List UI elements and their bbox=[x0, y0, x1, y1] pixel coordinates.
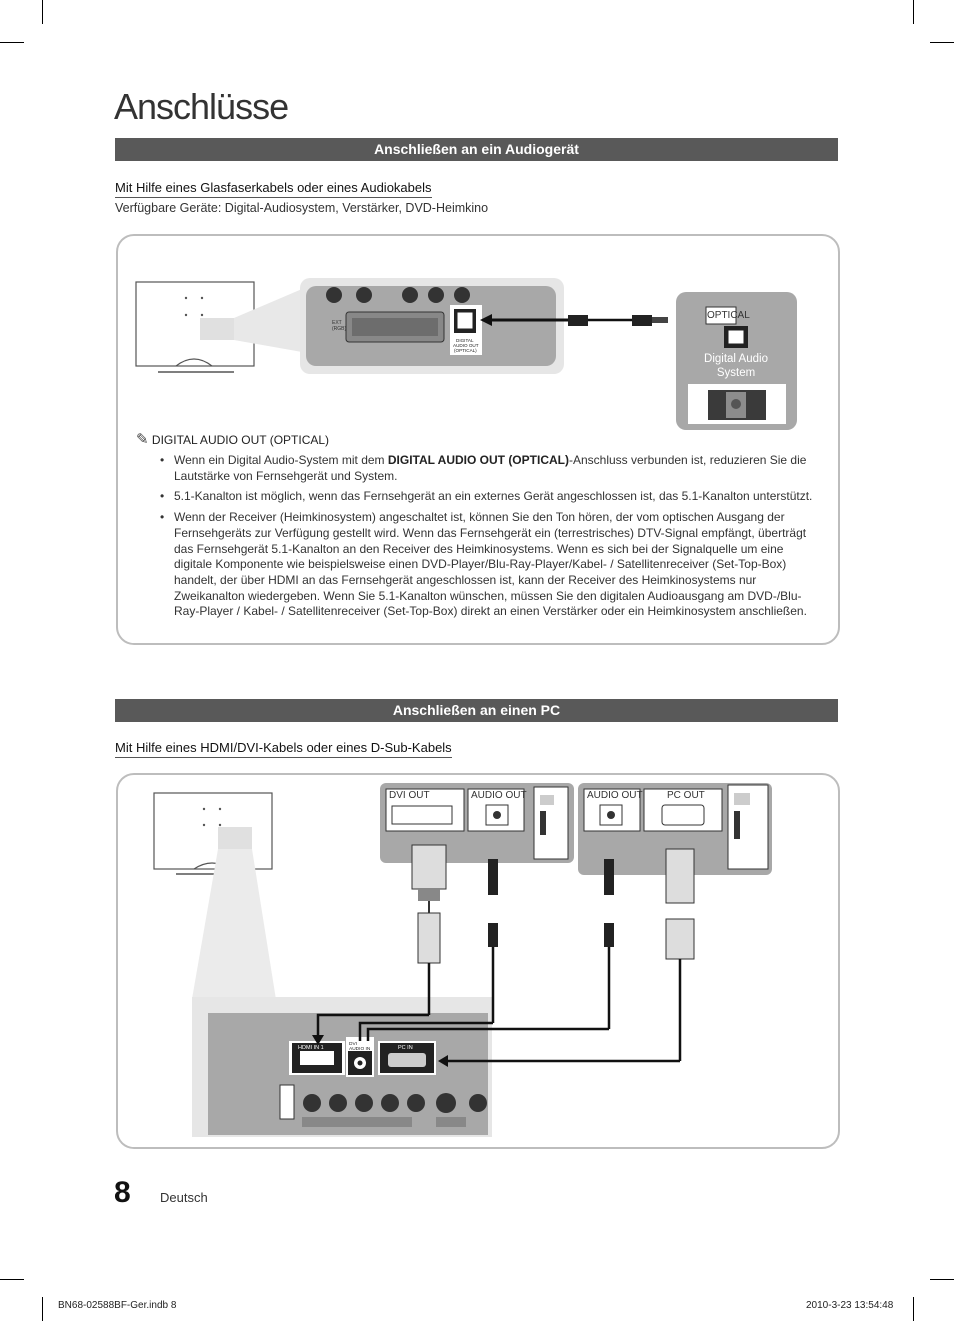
pc2-port2-label: PC OUT bbox=[667, 790, 705, 801]
digital-audio-system bbox=[676, 292, 797, 430]
optical-port-label: OPTICAL bbox=[707, 310, 750, 321]
page-title: Anschlüsse bbox=[114, 86, 289, 127]
pc1-port1-label: DVI OUT bbox=[389, 790, 430, 801]
pencil-icon: ✎ bbox=[136, 431, 149, 448]
svg-text:EXT: EXT bbox=[332, 320, 342, 326]
crop-mark bbox=[42, 0, 43, 24]
svg-text:AUDIO IN: AUDIO IN bbox=[349, 1047, 371, 1052]
crop-mark bbox=[0, 42, 24, 43]
audio-connection-diagram bbox=[116, 234, 836, 439]
svg-text:DIGITAL: DIGITAL bbox=[456, 338, 474, 343]
svg-text:AUDIO OUT: AUDIO OUT bbox=[453, 343, 479, 348]
pc-section-heading: Anschließen an einen PC bbox=[115, 699, 838, 722]
pc-subheading: Mit Hilfe eines HDMI/DVI-Kabels oder eines D-Sub-Kabels bbox=[115, 740, 452, 758]
page-number: 8 bbox=[114, 1176, 131, 1209]
tv-back-panel bbox=[192, 997, 492, 1137]
tv-back-panel bbox=[300, 278, 564, 374]
note-heading bbox=[136, 430, 329, 448]
list-item: • Wenn der Receiver (Heimkinosystem) angeschaltet ist, können Sie den Ton hören, der vom optischen Ausgang der Fernsehgeräts zur Verfügung gestellt wird. Wenn das Fernsehgerät ein (terrestrisches) DTV-Signal empfängt, überträgt das Fernsehgerät 5.1-Kanalton an den Receiver des Heimkinosystems. Wenn es sich bei der Signalquelle um eine digitale Komponente wie beispielsweise einen DVD-Player/Blu-Ray-Player/Kabel- / Satellitenreceiver (Set-Top-Box) handelt, der über HDMI an das Fernsehgerät angeschlossen ist, kann der Receiver des Heimkinosystems nur Zweikanalton wiedergeben. Wenn Sie 5.1-Kanalton wünschen, müssen Sie den digitalen Audioausgang am DVD-/Blu-Ray-Player / Kabel- / Satellitenreceiver (Set-Top-Box) direkt an einen Verstärker oder ein Heimkinosystem anschließen. bbox=[158, 510, 818, 620]
available-devices: Verfügbare Geräte: Digital-Audiosystem, Verstärker, DVD-Heimkino bbox=[115, 201, 489, 215]
crop-mark bbox=[930, 42, 954, 43]
note-bullet-list bbox=[158, 453, 818, 625]
page-language: Deutsch bbox=[160, 1190, 208, 1205]
list-item: • Wenn ein Digital Audio-System mit dem DIGITAL AUDIO OUT (OPTICAL)-Anschluss verbunden ist, reduzieren Sie die Lautstärke von Fernsehgerät und System. bbox=[158, 453, 818, 484]
pc-connection-diagram bbox=[116, 773, 836, 1145]
svg-text:DVI: DVI bbox=[349, 1042, 357, 1047]
audio-section-heading: Anschließen an ein Audiogerät bbox=[115, 138, 838, 161]
svg-text:(RGB): (RGB) bbox=[332, 326, 347, 332]
crop-mark bbox=[913, 1297, 914, 1321]
svg-text:(OPTICAL): (OPTICAL) bbox=[454, 348, 477, 353]
svg-text:PC IN: PC IN bbox=[398, 1045, 413, 1051]
pc2-port1-label: AUDIO OUT bbox=[587, 790, 643, 801]
footer-file: BN68-02588BF-Ger.indb 8 bbox=[58, 1300, 177, 1311]
svg-text:System: System bbox=[716, 367, 756, 379]
crop-mark bbox=[930, 1279, 954, 1280]
tv-icon bbox=[154, 793, 272, 874]
footer-timestamp: 2010-3-23 13:54:48 bbox=[806, 1300, 894, 1311]
crop-mark bbox=[913, 0, 914, 24]
crop-mark bbox=[42, 1297, 43, 1321]
svg-text:HDMI IN 1: HDMI IN 1 bbox=[298, 1045, 324, 1051]
svg-text:Digital Audio: Digital Audio bbox=[704, 353, 768, 365]
note-title: DIGITAL AUDIO OUT (OPTICAL) bbox=[151, 433, 330, 447]
list-item: • 5.1-Kanalton ist möglich, wenn das Fernsehgerät an ein externes Gerät angeschlossen ist, das 5.1-Kanalton unterstützt. bbox=[158, 489, 818, 505]
pc1-port2-label: AUDIO OUT bbox=[471, 790, 527, 801]
audio-subheading: Mit Hilfe eines Glasfaserkabels oder eines Audiokabels bbox=[115, 180, 432, 198]
crop-mark bbox=[0, 1279, 24, 1280]
